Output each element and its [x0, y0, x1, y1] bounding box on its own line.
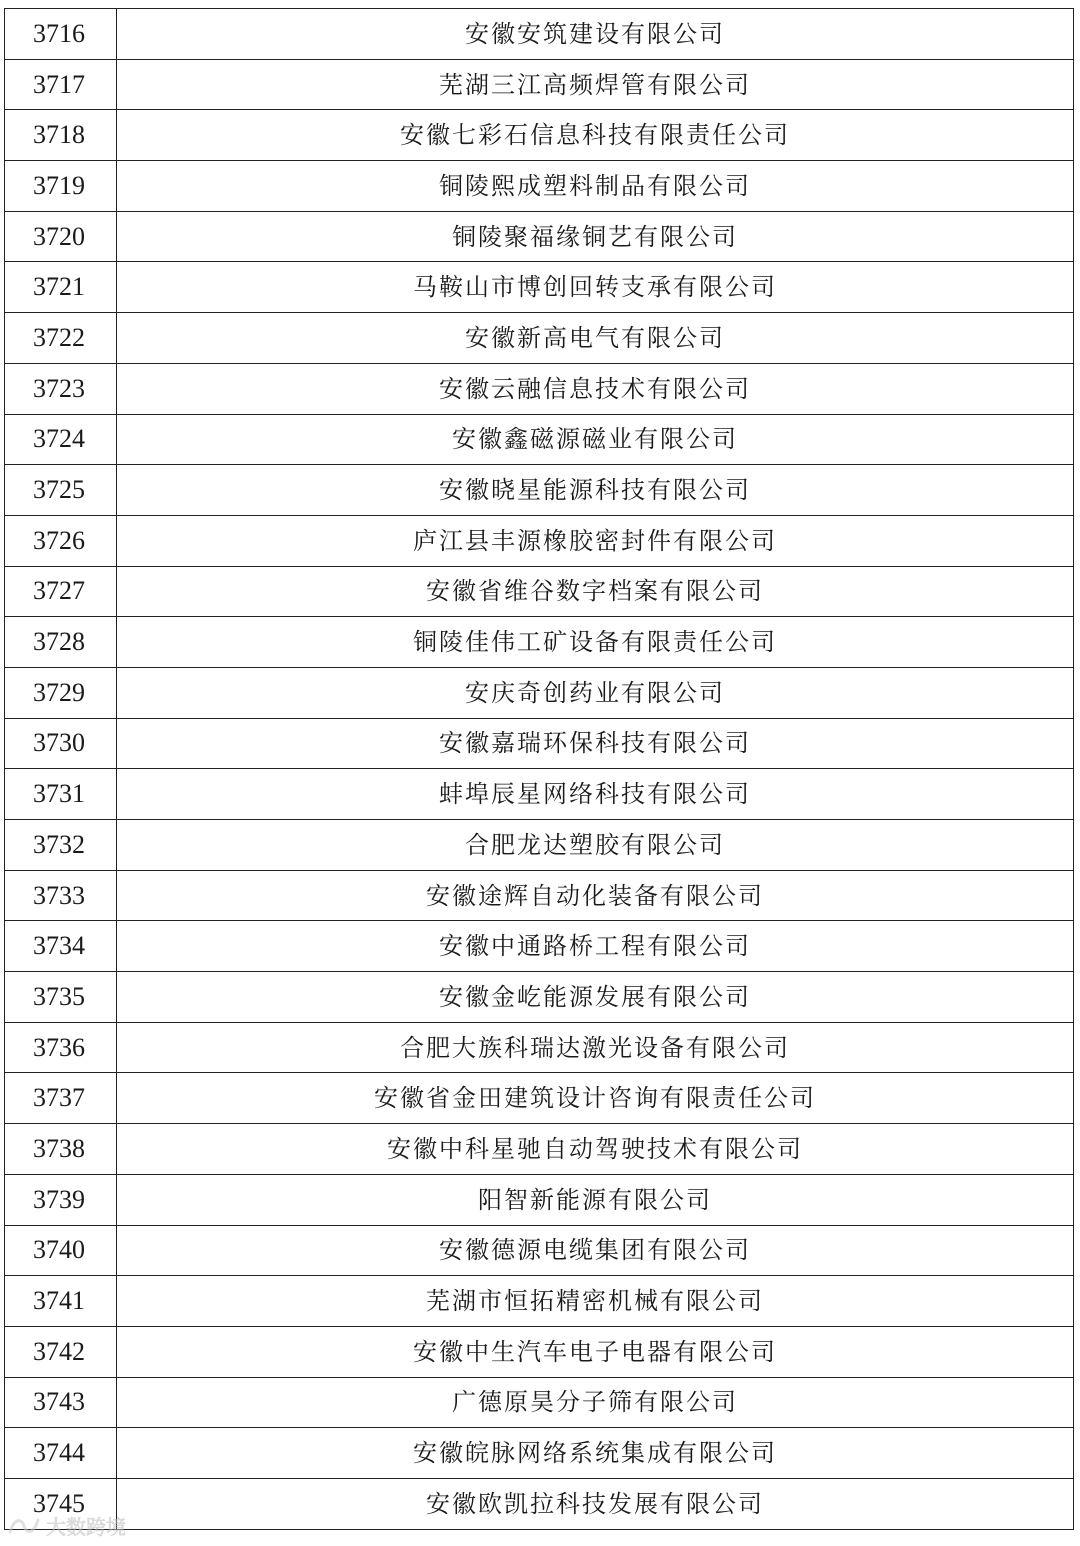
- table-row: [5, 1225, 1074, 1276]
- row-number-cell: 3735: [5, 972, 117, 1023]
- company-name-cell: 安徽新高电气有限公司: [117, 313, 1074, 364]
- row-number-cell: 3743: [5, 1377, 117, 1428]
- row-number-cell: 3744: [5, 1428, 117, 1479]
- row-number-cell: 3742: [5, 1326, 117, 1377]
- company-name-cell: 安徽云融信息技术有限公司: [117, 363, 1074, 414]
- company-name-cell: 安徽七彩石信息科技有限责任公司: [117, 110, 1074, 161]
- row-number-cell: 3737: [5, 1073, 117, 1124]
- row-number-cell: 3718: [5, 110, 117, 161]
- row-number-cell: 3725: [5, 465, 117, 516]
- table-row: [5, 211, 1074, 262]
- row-number-cell: 3741: [5, 1276, 117, 1327]
- row-number-cell: 3726: [5, 515, 117, 566]
- table-row: [5, 9, 1074, 60]
- row-number-cell: 3716: [5, 9, 117, 60]
- table-row: [5, 262, 1074, 313]
- table-row: [5, 515, 1074, 566]
- company-name-cell: 马鞍山市博创回转支承有限公司: [117, 262, 1074, 313]
- table-row: [5, 1073, 1074, 1124]
- table-row: [5, 972, 1074, 1023]
- row-number-cell: 3734: [5, 921, 117, 972]
- company-name-cell: 安徽安筑建设有限公司: [117, 9, 1074, 60]
- table-row: [5, 1276, 1074, 1327]
- company-name-cell: 安徽省金田建筑设计咨询有限责任公司: [117, 1073, 1074, 1124]
- row-number-cell: 3727: [5, 566, 117, 617]
- company-name-cell: 阳智新能源有限公司: [117, 1174, 1074, 1225]
- row-number-cell: 3717: [5, 59, 117, 110]
- table-row: [5, 921, 1074, 972]
- row-number-cell: 3736: [5, 1022, 117, 1073]
- company-name-cell: 合肥大族科瑞达激光设备有限公司: [117, 1022, 1074, 1073]
- table-row: [5, 617, 1074, 668]
- row-number-cell: 3740: [5, 1225, 117, 1276]
- table-row: [5, 161, 1074, 212]
- company-name-cell: 安徽中通路桥工程有限公司: [117, 921, 1074, 972]
- table-row: [5, 1326, 1074, 1377]
- table-row: [5, 870, 1074, 921]
- row-number-cell: 3723: [5, 363, 117, 414]
- row-number-cell: 3730: [5, 718, 117, 769]
- company-name-cell: 铜陵熙成塑料制品有限公司: [117, 161, 1074, 212]
- row-number-cell: 3732: [5, 820, 117, 871]
- table-row: [5, 1022, 1074, 1073]
- company-name-cell: 安徽中生汽车电子电器有限公司: [117, 1326, 1074, 1377]
- company-name-cell: 安徽省维谷数字档案有限公司: [117, 566, 1074, 617]
- company-name-cell: 安徽中科星驰自动驾驶技术有限公司: [117, 1124, 1074, 1175]
- table-row: [5, 313, 1074, 364]
- company-name-cell: 庐江县丰源橡胶密封件有限公司: [117, 515, 1074, 566]
- table-row: [5, 769, 1074, 820]
- company-name-cell: 安徽欧凯拉科技发展有限公司: [117, 1478, 1074, 1529]
- table-row: [5, 718, 1074, 769]
- table-row: [5, 1428, 1074, 1479]
- row-number-cell: 3728: [5, 617, 117, 668]
- table-row: [5, 110, 1074, 161]
- row-number-cell: 3745: [5, 1478, 117, 1529]
- company-name-cell: 蚌埠辰星网络科技有限公司: [117, 769, 1074, 820]
- company-name-cell: 安徽皖脉网络系统集成有限公司: [117, 1428, 1074, 1479]
- company-list-table-wrapper: [4, 8, 1074, 1530]
- row-number-cell: 3729: [5, 667, 117, 718]
- table-body: [5, 9, 1074, 1530]
- row-number-cell: 3731: [5, 769, 117, 820]
- company-name-cell: 安徽德源电缆集团有限公司: [117, 1225, 1074, 1276]
- row-number-cell: 3739: [5, 1174, 117, 1225]
- row-number-cell: 3738: [5, 1124, 117, 1175]
- company-name-cell: 安徽嘉瑞环保科技有限公司: [117, 718, 1074, 769]
- company-name-cell: 芜湖市恒拓精密机械有限公司: [117, 1276, 1074, 1327]
- table-row: [5, 1174, 1074, 1225]
- company-name-cell: 铜陵聚福缘铜艺有限公司: [117, 211, 1074, 262]
- watermark-text: 大数跨境: [46, 1515, 126, 1539]
- row-number-cell: 3721: [5, 262, 117, 313]
- table-row: [5, 1478, 1074, 1529]
- table-row: [5, 1124, 1074, 1175]
- row-number-cell: 3719: [5, 161, 117, 212]
- company-name-cell: 芜湖三江高频焊管有限公司: [117, 59, 1074, 110]
- row-number-cell: 3722: [5, 313, 117, 364]
- company-name-cell: 安徽金屹能源发展有限公司: [117, 972, 1074, 1023]
- company-list-table: [4, 8, 1074, 1530]
- table-row: [5, 59, 1074, 110]
- table-row: [5, 566, 1074, 617]
- company-name-cell: 广德原昊分子筛有限公司: [117, 1377, 1074, 1428]
- company-name-cell: 合肥龙达塑胶有限公司: [117, 820, 1074, 871]
- company-name-cell: 安徽鑫磁源磁业有限公司: [117, 414, 1074, 465]
- table-row: [5, 414, 1074, 465]
- table-row: [5, 465, 1074, 516]
- row-number-cell: 3720: [5, 211, 117, 262]
- row-number-cell: 3733: [5, 870, 117, 921]
- table-row: [5, 1377, 1074, 1428]
- row-number-cell: 3724: [5, 414, 117, 465]
- company-name-cell: 安徽晓星能源科技有限公司: [117, 465, 1074, 516]
- company-name-cell: 安徽途辉自动化装备有限公司: [117, 870, 1074, 921]
- table-row: [5, 363, 1074, 414]
- company-name-cell: 铜陵佳伟工矿设备有限责任公司: [117, 617, 1074, 668]
- table-row: [5, 667, 1074, 718]
- company-name-cell: 安庆奇创药业有限公司: [117, 667, 1074, 718]
- table-row: [5, 820, 1074, 871]
